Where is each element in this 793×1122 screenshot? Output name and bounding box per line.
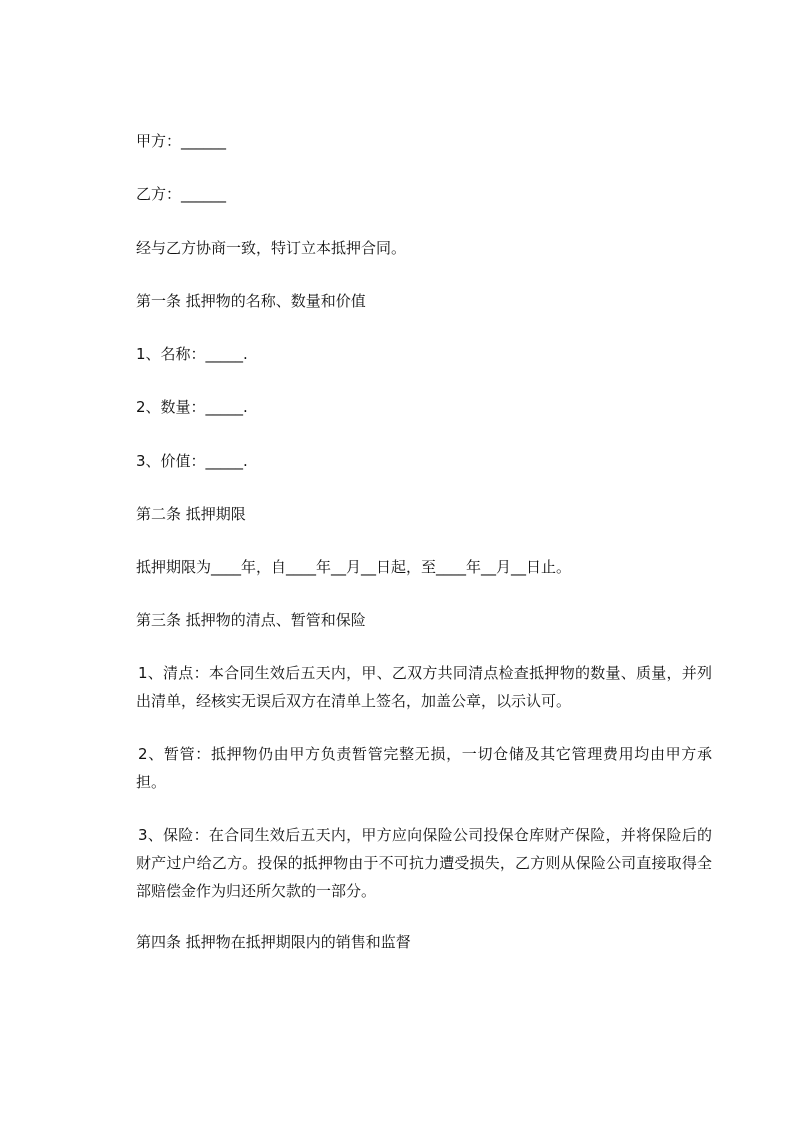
article-1-value: 3、价值：_____. (136, 452, 248, 470)
article-2-heading: 第二条 抵押期限 (136, 505, 246, 523)
article-1-name: 1、名称：_____. (136, 345, 248, 363)
article-3-insurance: 3、保险：在合同生效后五天内，甲方应向保险公司投保仓库财产保险，并将保险后的财产过户给乙方。投保的抵押物由于不可抗力遭受损失，乙方则从保险公司直接取得全部赔偿金作为归还所欠款的一部分。 (136, 826, 712, 900)
intro-line: 经与乙方协商一致，特订立本抵押合同。 (136, 239, 407, 257)
article-1-quantity: 2、数量：_____. (136, 398, 248, 416)
party-a-line: 甲方：______ (136, 132, 227, 150)
article-3-custody: 2、暂管：抵押物仍由甲方负责暂管完整无损，一切仓储及其它管理费用均由甲方承担。 (136, 745, 712, 791)
article-4-heading: 第四条 抵押物在抵押期限内的销售和监督 (136, 933, 411, 951)
article-3-inventory: 1、清点：本合同生效后五天内，甲、乙双方共同清点检查抵押物的数量、质量，并列出清单，经核实无误后双方在清单上签名，加盖公章，以示认可。 (136, 664, 712, 710)
article-1-heading: 第一条 抵押物的名称、数量和价值 (136, 292, 366, 310)
article-2-term: 抵押期限为____年，自____年__月__日起，至____年__月__日止。 (136, 558, 572, 576)
article-3-heading: 第三条 抵押物的清点、暂管和保险 (136, 611, 366, 629)
party-b-line: 乙方：______ (136, 185, 227, 203)
